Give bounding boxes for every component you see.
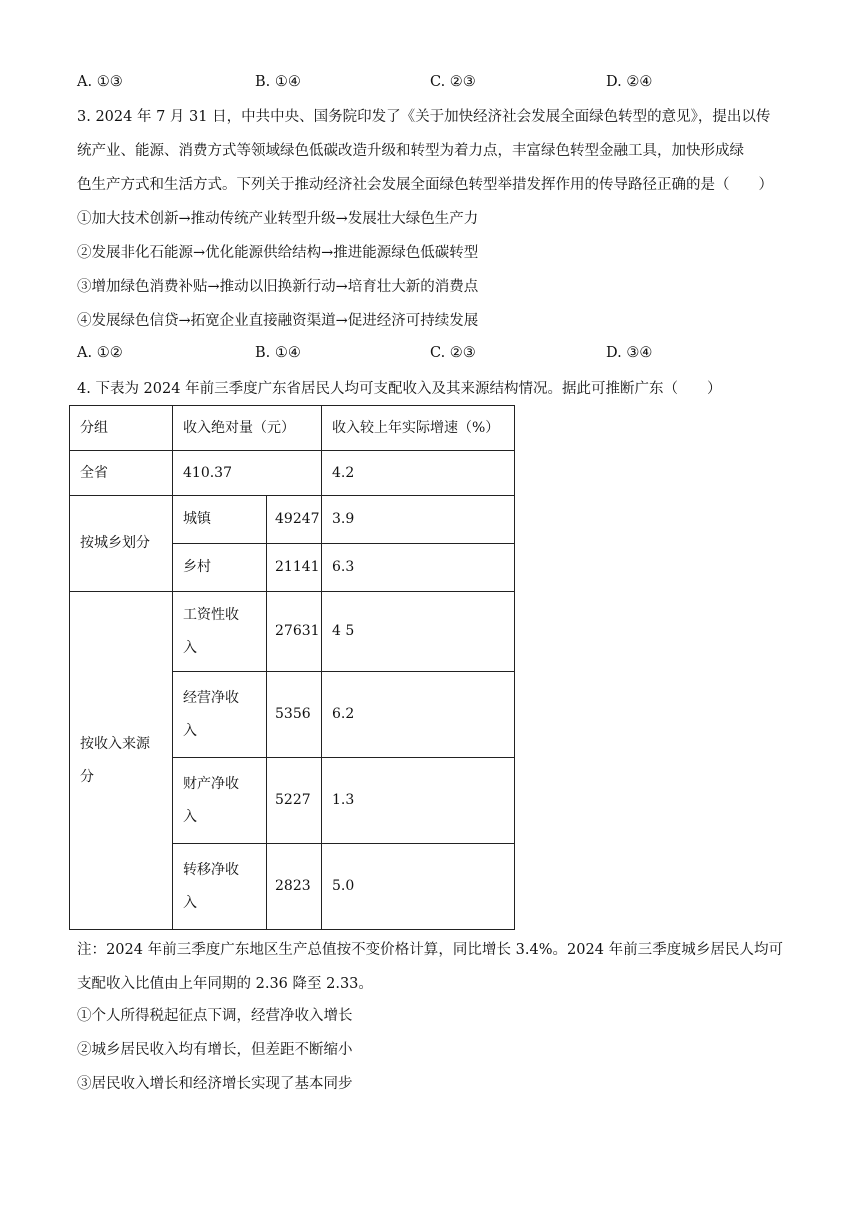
income-table (69, 405, 515, 930)
q4-statement-2: ②城乡居民收入均有增长，但差距不断缩小 (77, 1042, 353, 1058)
q4-stem: 4. 下表为 2024 年前三季度广东省居民人均可支配收入及其来源结构情况。据此可推断广东（ ） (77, 381, 722, 397)
property-growth: 1.3 (322, 758, 515, 844)
rural-label: 乡村 (173, 544, 267, 592)
property-amount: 5227 (267, 758, 322, 844)
urban-label: 城镇 (173, 496, 267, 544)
q2-option-a[interactable]: A. ①③ (77, 74, 123, 90)
table-row-urban (70, 496, 515, 544)
business-growth: 6.2 (322, 672, 515, 758)
transfer-growth: 5.0 (322, 844, 515, 930)
wage-label: 工资性收入 (173, 592, 267, 672)
transfer-amount: 2823 (267, 844, 322, 930)
table-header-row (70, 406, 515, 451)
table-row-wage (70, 592, 515, 672)
q4-statement-3: ③居民收入增长和经济增长实现了基本同步 (77, 1076, 353, 1092)
header-growth: 收入较上年实际增速（%） (322, 406, 515, 451)
business-label: 经营净收入 (173, 672, 267, 758)
urban-growth: 3.9 (322, 496, 515, 544)
source-group-label: 按收入来源分 (70, 592, 173, 930)
q3-statement-2: ②发展非化石能源→优化能源供给结构→推进能源绿色低碳转型 (77, 245, 479, 261)
wage-growth: 4 5 (322, 592, 515, 672)
urban-rural-group-label: 按城乡划分 (70, 496, 173, 592)
q4-statement-1: ①个人所得税起征点下调，经营净收入增长 (77, 1008, 353, 1024)
province-growth: 4.2 (322, 451, 515, 496)
urban-amount: 49247 (267, 496, 322, 544)
province-amount: 410.37 (173, 451, 322, 496)
q3-statement-1: ①加大技术创新→推动传统产业转型升级→发展壮大绿色生产力 (77, 211, 479, 227)
province-label: 全省 (70, 451, 173, 496)
q3-statement-4: ④发展绿色信贷→拓宽企业直接融资渠道→促进经济可持续发展 (77, 313, 479, 329)
q3-stem-line-1: 3. 2024 年 7 月 31 日，中共中央、国务院印发了《关于加快经济社会发展全面绿色转型的意见》，提出以传 (77, 109, 771, 125)
q3-statement-3: ③增加绿色消费补贴→推动以旧换新行动→培育壮大新的消费点 (77, 279, 479, 295)
q3-option-c[interactable]: C. ②③ (430, 345, 476, 361)
q3-option-a[interactable]: A. ①② (77, 345, 123, 361)
rural-amount: 21141 (267, 544, 322, 592)
rural-growth: 6.3 (322, 544, 515, 592)
q3-options (77, 345, 797, 365)
header-amount: 收入绝对量（元） (173, 406, 322, 451)
q4-note: 注：2024 年前三季度广东地区生产总值按不变价格计算，同比增长 3.4%。2024 年前三季度城乡居民人均可支配收入比值由上年同期的 2.36 降至 2.33。 (77, 942, 783, 992)
q2-option-b[interactable]: B. ①④ (255, 74, 301, 90)
q2-option-c[interactable]: C. ②③ (430, 74, 476, 90)
q2-options (77, 74, 797, 94)
q3-stem-line-3: 色生产方式和生活方式。下列关于推动经济社会发展全面绿色转型举措发挥作用的传导路径正确的是（ ） (77, 177, 773, 193)
business-amount: 5356 (267, 672, 322, 758)
property-label: 财产净收入 (173, 758, 267, 844)
wage-amount: 27631 (267, 592, 322, 672)
q2-option-d[interactable]: D. ②④ (606, 74, 653, 90)
transfer-label: 转移净收入 (173, 844, 267, 930)
q3-option-d[interactable]: D. ③④ (606, 345, 653, 361)
q3-option-b[interactable]: B. ①④ (255, 345, 301, 361)
q3-stem-line-2: 统产业、能源、消费方式等领域绿色低碳改造升级和转型为着力点，丰富绿色转型金融工具，加快形成绿 (77, 143, 744, 159)
table-row-province (70, 451, 515, 496)
header-group: 分组 (70, 406, 173, 451)
